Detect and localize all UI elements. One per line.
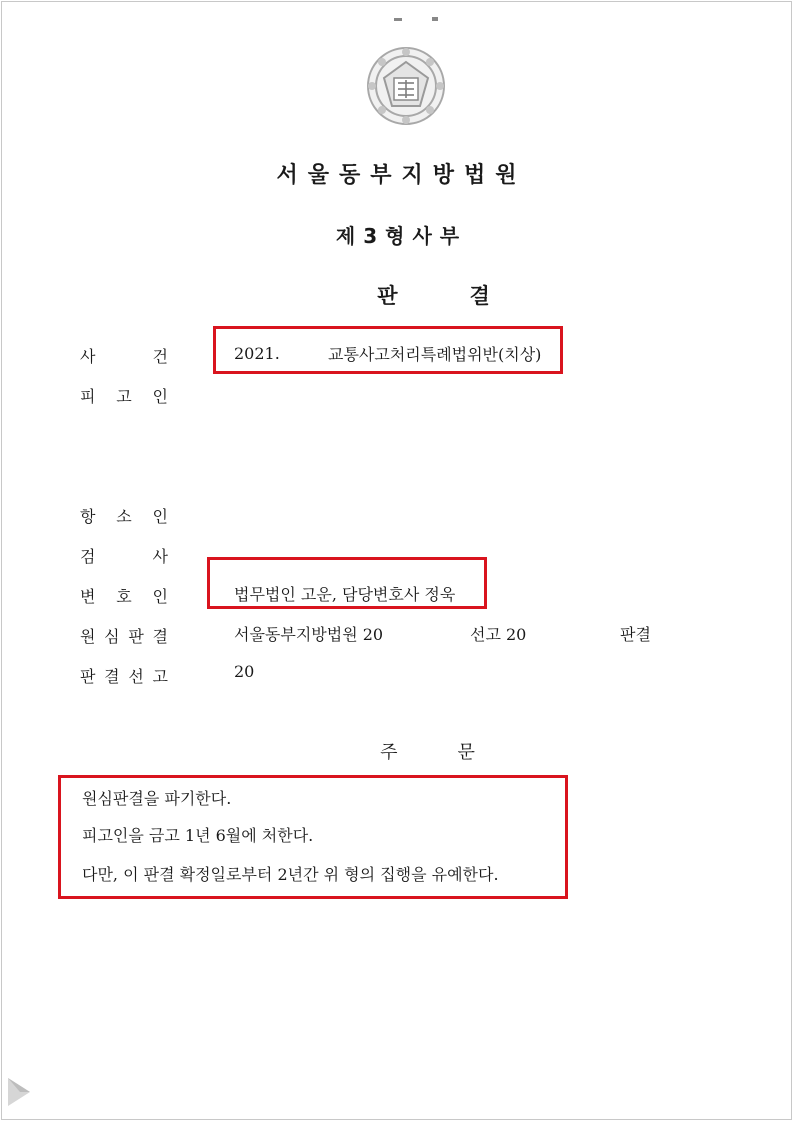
case-label	[80, 344, 168, 367]
case-name: 교통사고처리특례법위반(치상)	[328, 345, 542, 364]
court-emblem	[364, 44, 448, 128]
label-char: 변	[80, 587, 96, 606]
scan-smudge	[394, 18, 402, 21]
label-char: 인	[152, 587, 168, 606]
label-char: 원	[80, 627, 96, 646]
appellant-label	[80, 504, 168, 527]
label-char: 결	[152, 627, 168, 646]
court-division: 제3형사부	[335, 224, 468, 248]
label-char: 선	[128, 667, 144, 686]
label-char: 판	[80, 667, 96, 686]
prosecutor-label	[80, 544, 168, 567]
label-char: 고	[152, 667, 168, 686]
document-title: 판결	[377, 284, 562, 308]
corner-arrow-icon	[6, 1076, 32, 1108]
scan-smudge	[432, 17, 438, 21]
original-judgment-sentenced: 선고 20	[470, 625, 527, 644]
label-char: 판	[128, 627, 144, 646]
label-char: 호	[116, 587, 132, 606]
counsel-label	[80, 584, 168, 607]
order-highlight-box	[58, 775, 568, 899]
label-char: 피	[80, 387, 96, 406]
court-name: 서울동부지방법원	[276, 163, 527, 188]
label-char: 사	[80, 347, 96, 366]
case-number: 2021.	[234, 344, 280, 363]
original-judgment-suffix: 판결	[620, 625, 651, 644]
judgment-date-label	[80, 664, 168, 687]
label-char: 고	[116, 387, 132, 406]
counsel-highlight-box	[207, 557, 487, 609]
order-title: 주문	[380, 742, 535, 763]
label-char: 소	[116, 507, 132, 526]
label-char: 사	[152, 547, 168, 566]
case-highlight-box	[213, 326, 563, 374]
defendant-label	[80, 384, 168, 407]
label-char: 인	[152, 387, 168, 406]
order-line: 피고인을 금고 1년 6월에 처한다.	[82, 826, 314, 845]
original-judgment-court: 서울동부지방법원 20	[234, 625, 384, 644]
label-char: 인	[152, 507, 168, 526]
label-char: 건	[152, 347, 168, 366]
order-line: 원심판결을 파기한다.	[82, 789, 232, 808]
label-char: 결	[104, 667, 120, 686]
original-judgment-label	[80, 624, 168, 647]
order-line: 다만, 이 판결 확정일로부터 2년간 위 형의 집행을 유예한다.	[82, 865, 499, 884]
label-char: 항	[80, 507, 96, 526]
label-char: 검	[80, 547, 96, 566]
label-char: 심	[104, 627, 120, 646]
counsel-value: 법무법인 고운, 담당변호사 정욱	[234, 585, 456, 604]
judgment-date-value: 20	[234, 662, 255, 681]
